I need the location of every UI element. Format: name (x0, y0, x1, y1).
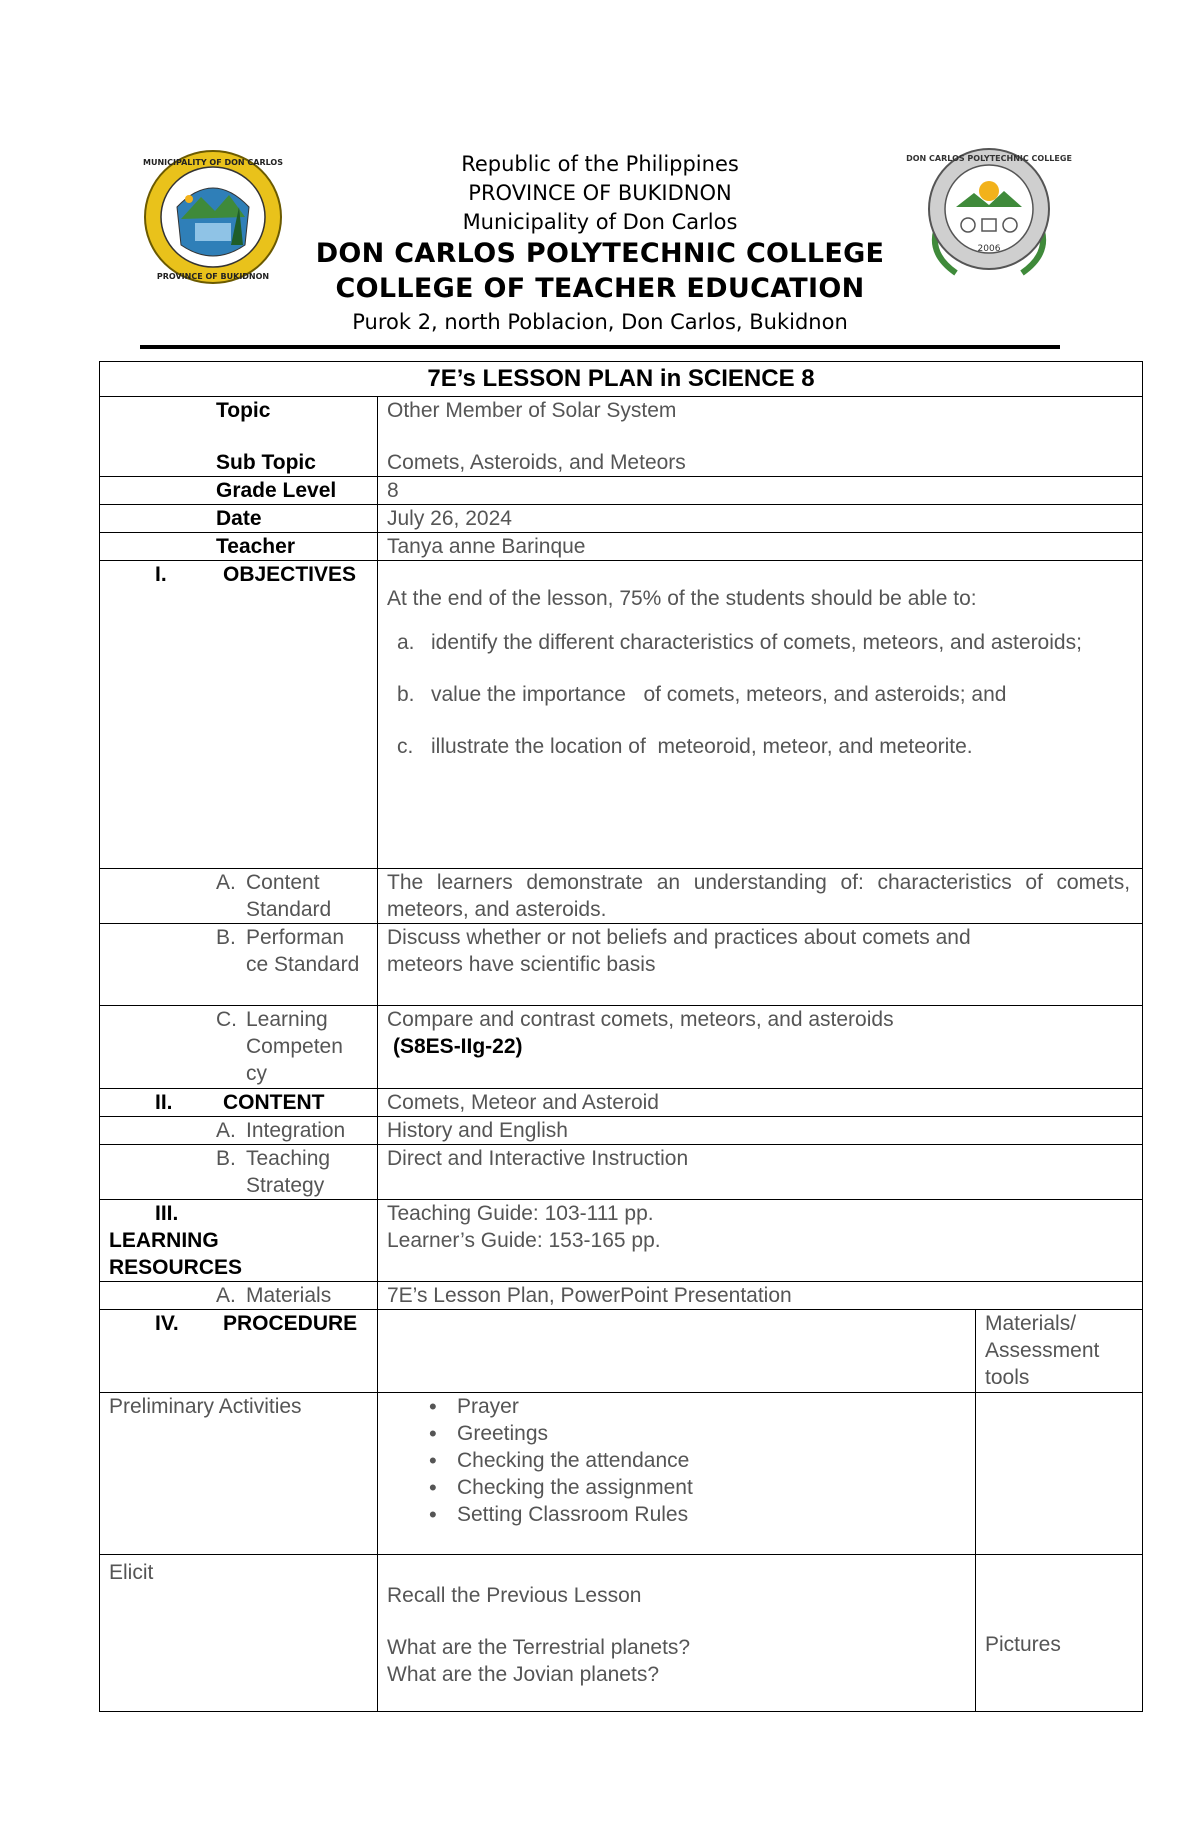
learning-competency-row (100, 1006, 1143, 1089)
preliminary-row (100, 1393, 1143, 1555)
preliminary-item: • Setting Classroom Rules (387, 1501, 966, 1528)
elicit-row (100, 1555, 1143, 1712)
content-text: Comets, Meteor and Asteroid (387, 1091, 659, 1114)
integration-text: History and English (387, 1119, 568, 1142)
topic-label: Topic (216, 399, 271, 422)
procedure-label: PROCEDURE (223, 1312, 358, 1335)
integration-letter: A. (216, 1119, 236, 1142)
objective-letter: c. (397, 735, 414, 758)
lesson-plan-table (99, 361, 1143, 1712)
svg-text:2006: 2006 (977, 244, 1001, 254)
svg-text:DON CARLOS POLYTECHNIC COLLEGE: DON CARLOS POLYTECHNIC COLLEGE (906, 154, 1072, 163)
procedure-activity-cell (378, 1310, 976, 1393)
resources-teaching-guide: Teaching Guide: 103-111 pp. (387, 1202, 654, 1225)
integration-label: Integration (246, 1119, 346, 1142)
topic-label-cell (100, 397, 378, 477)
objectives-list (387, 629, 1130, 760)
procedure-number: IV. (155, 1312, 179, 1335)
elicit-label: Elicit (109, 1561, 154, 1584)
performance-standard-text: Discuss whether or not beliefs and practices about comets and meteors have scientific basis (387, 926, 971, 976)
grade-label: Grade Level (216, 479, 337, 502)
procedure-row (100, 1310, 1143, 1393)
header-province: PROVINCE OF BUKIDNON (468, 181, 732, 205)
materials-letter: A. (216, 1284, 236, 1307)
learning-competency-letter: C. (216, 1008, 237, 1031)
preliminary-list (387, 1393, 966, 1528)
performance-standard-letter: B. (216, 926, 236, 949)
objective-text: value the importance of comets, meteors, and asteroids; and (431, 683, 1007, 706)
objective-item (387, 733, 1130, 760)
subtopic-label: Sub Topic (216, 451, 316, 474)
header-divider (140, 345, 1060, 349)
preliminary-item: • Greetings (387, 1420, 966, 1447)
materials-row (100, 1282, 1143, 1310)
elicit-materials: Pictures (985, 1633, 1061, 1656)
learning-competency-label: Learning Competen cy (246, 1008, 343, 1085)
date-label: Date (216, 507, 262, 530)
objective-letter: a. (397, 631, 415, 654)
elicit-question-jovian: What are the Jovian planets? (387, 1663, 659, 1686)
content-standard-text: The learners demonstrate an understanding of: characteristics of comets, meteors, and asteroids. (387, 871, 1131, 921)
content-number: II. (155, 1091, 173, 1114)
objective-item (387, 681, 1130, 708)
objective-text: illustrate the location of meteoroid, meteor, and meteorite. (431, 735, 973, 758)
procedure-materials-header: Materials/ Assessment tools (985, 1312, 1100, 1389)
grade-row (100, 477, 1143, 505)
resources-label: LEARNING RESOURCES (109, 1229, 243, 1279)
elicit-recall: Recall the Previous Lesson (387, 1584, 642, 1607)
preliminary-materials-cell (976, 1393, 1143, 1555)
grade-value: 8 (387, 479, 399, 502)
date-value: July 26, 2024 (387, 507, 512, 530)
content-label: CONTENT (223, 1091, 325, 1114)
performance-standard-label: Performan ce Standard (246, 926, 360, 976)
strategy-row (100, 1145, 1143, 1200)
resources-number: III. (155, 1202, 179, 1225)
header-department: COLLEGE OF TEACHER EDUCATION (335, 273, 865, 304)
topic-value-cell (378, 397, 1143, 477)
performance-standard-row (100, 924, 1143, 1006)
content-standard-row (100, 869, 1143, 924)
objective-text: identify the different characteristics of comets, meteors, and asteroids; (431, 631, 1082, 654)
header-municipality: Municipality of Don Carlos (462, 210, 738, 234)
learning-competency-text: Compare and contrast comets, meteors, and asteroids (387, 1008, 894, 1031)
preliminary-item: • Checking the attendance (387, 1447, 966, 1474)
topic-row (100, 397, 1143, 477)
resources-row (100, 1200, 1143, 1282)
integration-row (100, 1117, 1143, 1145)
resources-learners-guide: Learner’s Guide: 153-165 pp. (387, 1229, 661, 1252)
preliminary-label: Preliminary Activities (109, 1395, 302, 1418)
preliminary-item: • Checking the assignment (387, 1474, 966, 1501)
strategy-letter: B. (216, 1147, 236, 1170)
content-standard-letter: A. (216, 871, 236, 894)
objective-letter: b. (397, 683, 415, 706)
learning-competency-code: (S8ES-IIg-22) (393, 1035, 523, 1058)
objective-item (387, 629, 1130, 656)
objectives-row (100, 561, 1143, 869)
date-row (100, 505, 1143, 533)
objectives-label: OBJECTIVES (223, 563, 357, 586)
teacher-label: Teacher (216, 535, 295, 558)
preliminary-item: • Prayer (387, 1393, 966, 1420)
teacher-row (100, 533, 1143, 561)
header-republic: Republic of the Philippines (461, 152, 739, 176)
header-address: Purok 2, north Poblacion, Don Carlos, Bukidnon (352, 310, 848, 334)
strategy-label: Teaching Strategy (246, 1147, 331, 1197)
svg-text:MUNICIPALITY OF DON CARLOS: MUNICIPALITY OF DON CARLOS (143, 158, 283, 167)
materials-label: Materials (246, 1284, 332, 1307)
objectives-number: I. (155, 563, 167, 586)
elicit-question-terrestrial: What are the Terrestrial planets? (387, 1636, 691, 1659)
materials-text: 7E’s Lesson Plan, PowerPoint Presentation (387, 1284, 792, 1307)
objectives-intro: At the end of the lesson, 75% of the students should be able to: (387, 587, 977, 610)
content-row (100, 1089, 1143, 1117)
subtopic-value: Comets, Asteroids, and Meteors (387, 451, 686, 474)
content-standard-label: Content Standard (246, 871, 332, 921)
strategy-text: Direct and Interactive Instruction (387, 1147, 689, 1170)
topic-value: Other Member of Solar System (387, 399, 677, 422)
lesson-plan-title: 7E’s LESSON PLAN in SCIENCE 8 (100, 362, 1143, 397)
header-college-name: DON CARLOS POLYTECHNIC COLLEGE (315, 238, 885, 269)
title-row (100, 362, 1143, 397)
svg-text:PROVINCE OF BUKIDNON: PROVINCE OF BUKIDNON (156, 272, 270, 281)
teacher-value: Tanya anne Barinque (387, 535, 586, 558)
